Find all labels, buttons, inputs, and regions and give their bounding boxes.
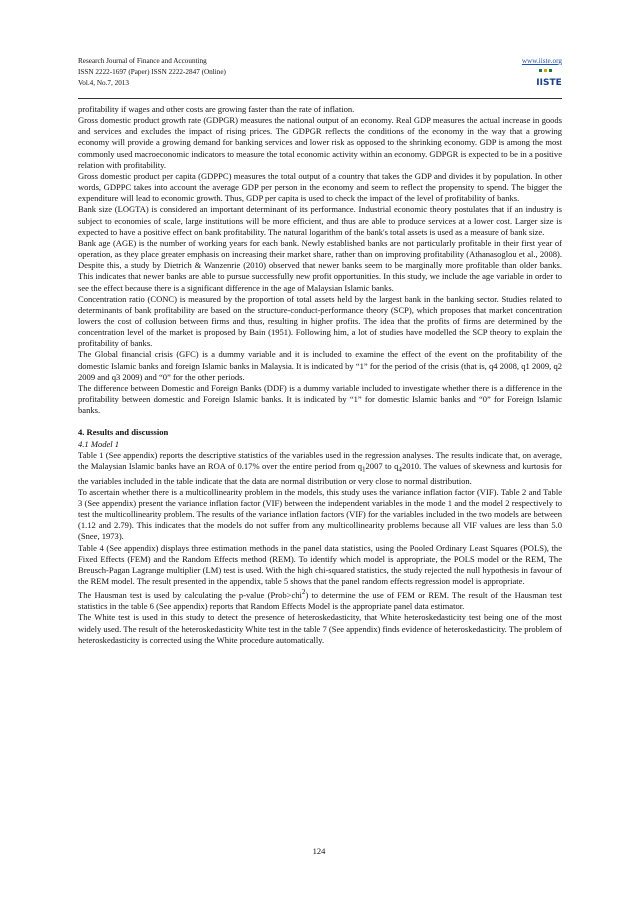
article-body (78, 104, 562, 646)
paragraph-vif: To ascertain whether there is a multicollinearity problem in the models, this study uses the variance inflation factor (VIF). Table 2 and Table 3 (See appendix) present the variance inflation factor (VIF) between the independent variables in the mode 1 and the model 2 respectively to test the multicollinearity problem. The results of the variance inflation factors (VIF) for the variables included in the two models are between (1.12 and 2.79). This indicates that the models do not suffer from any multicollinearity problems because all VIF values are less than 5.0 (Snee, 1973). (78, 486, 562, 542)
paragraph-table1: Table 1 (See appendix) reports the descriptive statistics of the variables used in the regression analyses. The results indicate that, on average, the Malaysian Islamic banks have an ROA of 0.17% over the entire period from $q_12007$ to $q_42010$. The values of skewness and kurtosis for the variables included in the table indicate that the data are normal distribution or very close to normal distribution. (78, 449, 562, 486)
subsection-heading: 4.1 Model 1 (78, 438, 120, 449)
paragraph-ddf: The difference between Domestic and Foreign Banks (DDF) is a dummy variable included to investigate whether there is a difference in the profitability between domestic and Foreign Islamic banks. It is indicated by “1” for domestic Islamic banks and “0” for Foreign Islamic banks. (78, 382, 562, 416)
section-heading: 4. Results and discussion (78, 427, 169, 438)
page-header (78, 56, 562, 98)
page (78, 56, 562, 645)
header-rule (78, 98, 562, 99)
page-number: 124 (312, 846, 326, 856)
journal-name: Research Journal of Finance and Accounting (78, 57, 207, 65)
paragraph-table4: Table 4 (See appendix) displays three estimation methods in the panel data statistics, using the Pooled Ordinary Least Squares (POLS), the Fixed Effects (FEM) and the Random Effects method (REM). To identify which model is appropriate, the POLS model or the REM, The Breusch-Pagan Lagrange multiplier (LM) test is used. With the high chi-squared statistics, the study rejected the null hypothesis in favour of the REM model. The result presented in the appendix, table 5 shows that the panel random effects regression model is appropriate. (78, 542, 562, 587)
paragraph-white-test: The White test is used in this study to detect the presence of heteroskedasticity, that White heteroskedasticity test being one of the most widely used. The result of the heteroskedasticity White test in the table 7 (See appendix) finds evidence of heteroskedasticity. The problem of heteroskedasticity is corrected using the White procedure automatically. (78, 612, 562, 645)
paragraph-conc: Concentration ratio (CONC) is measured by the proportion of total assets held by the largest bank in the banking sector. Studies related to determinants of bank profitability are based on the structure-conduct-performance theory (SCP), which proposes that market concentration lowers the cost of collusion between firms and thus, resulting in higher profits. The idea that the profits of firms are determined by the concentration level of the market is proposed by Bain (1951). Following him, a lot of studies have modelled the SCP theory to explain the profitability of banks. (78, 293, 562, 349)
journal-url-link[interactable]: www.iiste.org (521, 57, 562, 65)
paragraph-age: Bank age (AGE) is the number of working years for each bank. Newly established banks are not particularly profitable in their first year of operation, as they place greater emphasis on increasing their market share, rather than on improving profitability (Athanasoglou et al., 2008). Despite this, a study by Dietrich & Wanzenrie (2010) observed that newer banks seem to be marginally more profitable than older banks. This indicates that newer banks are able to pursue successfully new profit opportunities. In this study, we include the age variable in order to see the effect because there is a significant difference in the age of Malaysian Islamic banks. (78, 237, 562, 293)
paragraph-gdpgr: Gross domestic product growth rate (GDPGR) measures the national output of an economy. Real GDP measures the actual increase in goods and services and excludes the impact of rising prices. The GDPGR reflects the conditions of the economy in the way that a growing economy will provide a growing demand for banking services and lower risk as opposed to the shrinking economy. GDP is among the most commonly used macroeconomic indicators to measure the total economic activity within an economy. GDPGR is expected to be in a positive relation with profitability. (78, 115, 562, 170)
journal-issn: ISSN 2222-1697 (Paper) ISSN 2222-2847 (Online) (78, 68, 226, 76)
paragraph-logta: Bank size (LOGTA) is considered an important determinant of its performance. Industrial economic theory postulates that if an industry is subject to economies of scale, large institutions will be more efficient, and thus are able to produce services at a lower cost. Larger size is expected to have a positive effect on bank profitability. The natural logarithm of the bank's total assets is used as a measure of bank size. (78, 204, 562, 237)
iiste-logo-icon (536, 68, 562, 90)
paragraph-hausman: The Hausman test is used by calculating the p-value (Prob>chi$^2$) to determine the use of FEM or REM. The result of the Hausman test statistics in the table 6 (See appendix) reports that Random Effects Model is the appropriate panel data estimator. (78, 588, 562, 612)
paragraph-gdppc: Gross domestic product per capita (GDPPC) measures the total output of a country that takes the GDP and divides it by population. In other words, GDPPC takes into account the average GDP per person in the economy and seem to reflect the propensity to spend. The bigger the expenditure will lead to economic growth. Thus, GDP per capita is used to check the impact of the level of profitability of banks. (78, 170, 562, 204)
paragraph: profitability if wages and other costs are growing faster than the rate of inflation. (78, 104, 355, 114)
logo-text: IISTE (536, 78, 562, 88)
journal-volume: Vol.4, No.7, 2013 (78, 79, 129, 87)
paragraph-gfc: The Global financial crisis (GFC) is a dummy variable and it is included to examine the effect of the event on the profitability of the domestic Islamic banks and foreign Islamic banks in Malaysia. It is indicated by “1” for the period of the crisis (that is, q4 2008, q1 2009, q2 2009 and q3 2009) and “0” for the other periods. (78, 349, 562, 382)
